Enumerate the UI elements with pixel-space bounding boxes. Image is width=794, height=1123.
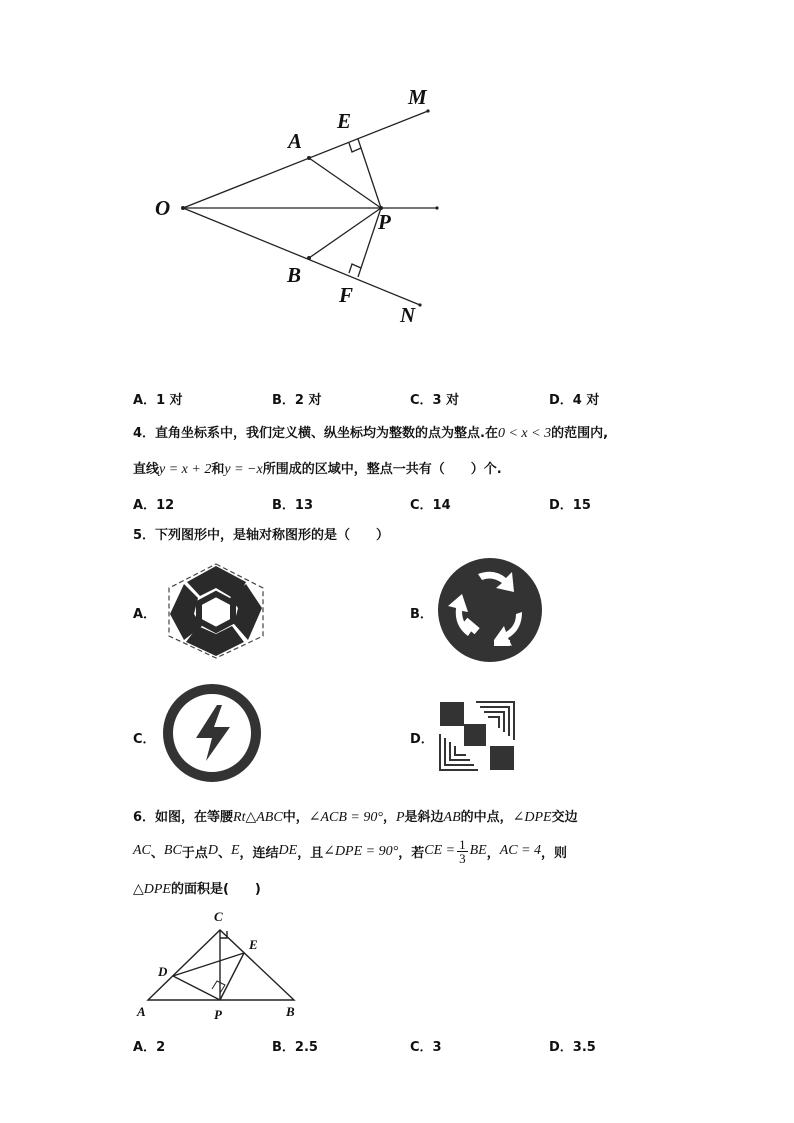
q6-option-b[interactable]: B．2.5: [272, 1040, 318, 1055]
segment-ep: [358, 139, 381, 208]
q4-option-a[interactable]: A．12: [133, 498, 175, 513]
label-c: C: [214, 909, 223, 924]
isosceles-right-triangle-figure: [130, 905, 310, 1027]
label-f: F: [339, 283, 354, 307]
q4-stem-line2: 直线y = x + 2和y = −x所围成的区域中，整点一共有（ ）个.: [133, 462, 502, 477]
label-a: A: [288, 129, 303, 153]
label-p: P: [378, 210, 391, 234]
label-b: B: [286, 1004, 295, 1019]
segment-bp: [309, 208, 381, 258]
q4-option-b[interactable]: B．13: [272, 498, 314, 513]
q6-option-d[interactable]: D．3.5: [549, 1040, 596, 1055]
q3-option-a[interactable]: A．1 对: [133, 393, 183, 408]
label-p: P: [214, 1007, 222, 1022]
q4-option-c[interactable]: C．14: [410, 498, 451, 513]
q6-stem-line1: 6．如图，在等腰Rt△ABC中，∠ACB = 90°，P是斜边AB的中点，∠DPE交边: [133, 810, 578, 825]
q6-option-a[interactable]: A．2: [133, 1040, 166, 1055]
lightning-bolt-icon: [162, 683, 262, 783]
q3-option-b[interactable]: B．2 对: [272, 393, 322, 408]
q6-stem-line2: AC 、 BC 于点 D 、 E ，连结 DE ，且 ∠DPE = 90° ，若 CE = $\frac{1}{3}$ BE ， AC = 4 ，则: [133, 836, 568, 866]
right-angle-mark-c: [220, 931, 227, 938]
ray-om: [183, 111, 428, 208]
recycle-arrows-icon: [436, 556, 544, 664]
q5-option-c[interactable]: C．: [133, 732, 156, 747]
label-b: B: [287, 263, 302, 287]
q5-option-d[interactable]: D．: [410, 732, 434, 747]
label-d: D: [158, 964, 168, 979]
triangle-abc: [148, 930, 294, 1000]
right-angle-mark-p: [212, 981, 225, 993]
q3-option-c[interactable]: C．3 对: [410, 393, 460, 408]
fraction-one-third: $\frac{1}{3}$: [459, 836, 466, 866]
angle-bisector-figure: [0, 0, 794, 360]
label-n: N: [400, 303, 416, 327]
q5-option-b[interactable]: B．: [410, 607, 433, 622]
label-m: M: [408, 85, 427, 109]
q5-stem: 5．下列图形中，是轴对称图形的是（ ）: [133, 528, 390, 543]
q6-stem-line3: △DPE的面积是( ): [133, 882, 261, 897]
q5-option-a[interactable]: A．: [133, 607, 157, 622]
hexagon-shutter-icon: [162, 560, 270, 662]
q4-option-d[interactable]: D．15: [549, 498, 591, 513]
q6-option-c[interactable]: C．3: [410, 1040, 442, 1055]
q4-stem-line1: 4．直角坐标系中，我们定义横、纵坐标均为整数的点为整点.在0 < x < 3的范围内,: [133, 426, 609, 441]
segment-ap: [309, 158, 381, 208]
q3-option-d[interactable]: D．4 对: [549, 393, 600, 408]
label-e: E: [249, 937, 258, 952]
label-e: E: [337, 109, 352, 133]
squares-pattern-icon: [436, 698, 520, 774]
label-o: O: [155, 196, 171, 220]
label-a: A: [137, 1004, 146, 1019]
